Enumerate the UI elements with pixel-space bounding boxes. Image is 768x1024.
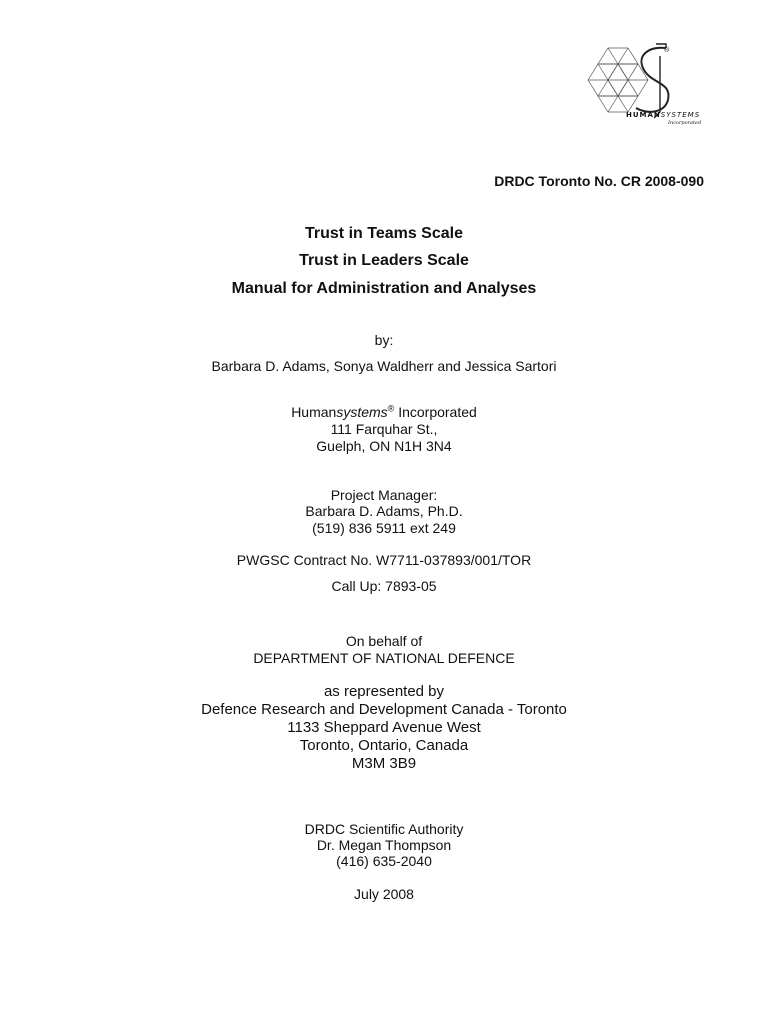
scientific-authority-label: DRDC Scientific Authority [304,821,464,837]
project-manager-phone: (519) 836 5911 ext 249 [312,520,456,536]
call-up: Call Up: 7893-05 [331,578,437,594]
contractor-name-suffix: Incorporated [394,404,477,420]
represented-city: Toronto, Ontario, Canada [299,737,469,754]
project-manager-name: Barbara D. Adams, Ph.D. [305,503,463,519]
represented-postal: M3M 3B9 [351,755,417,772]
authors: Barbara D. Adams, Sonya Waldherr and Jessica Sartori [211,358,557,374]
title-line-2: Trust in Leaders Scale [299,252,469,269]
represented-organization: Defence Research and Development Canada - Toronto [201,701,567,718]
represented-by-label: as represented by [323,683,445,700]
represented-street: 1133 Sheppard Avenue West [287,719,481,736]
contractor-name-italic: systems [336,404,388,420]
title-line-1: Trust in Teams Scale [305,225,463,242]
department: DEPARTMENT OF NATIONAL DEFENCE [253,650,515,666]
contractor-address-line-2: Guelph, ON N1H 3N4 [316,438,452,454]
registered-mark: ® [664,47,670,54]
contractor-name-prefix: Human [291,404,337,420]
logo-brand-bold: HUMAN [626,111,661,119]
report-date: July 2008 [354,886,414,902]
contractor-address-line-1: 111 Farquhar St., [330,421,438,437]
logo-wordmark [626,111,700,119]
humansystems-logo [584,42,712,132]
title-line-3: Manual for Administration and Analyses [231,280,537,297]
scientific-authority-phone: (416) 635-2040 [336,853,432,869]
contract-number: PWGSC Contract No. W7711-037893/001/TOR [236,552,532,568]
contractor-name [0,404,768,420]
scientific-authority-name: Dr. Megan Thompson [316,837,452,853]
report-number: DRDC Toronto No. CR 2008-090 [494,173,704,189]
contractor-registered-mark: ® [387,403,395,414]
by-label: by: [374,332,394,348]
logo-tagline: Incorporated [668,120,702,126]
project-manager-label: Project Manager: [330,487,438,503]
on-behalf-label: On behalf of [345,633,423,649]
logo-brand-italic: SYSTEMS [660,111,701,119]
